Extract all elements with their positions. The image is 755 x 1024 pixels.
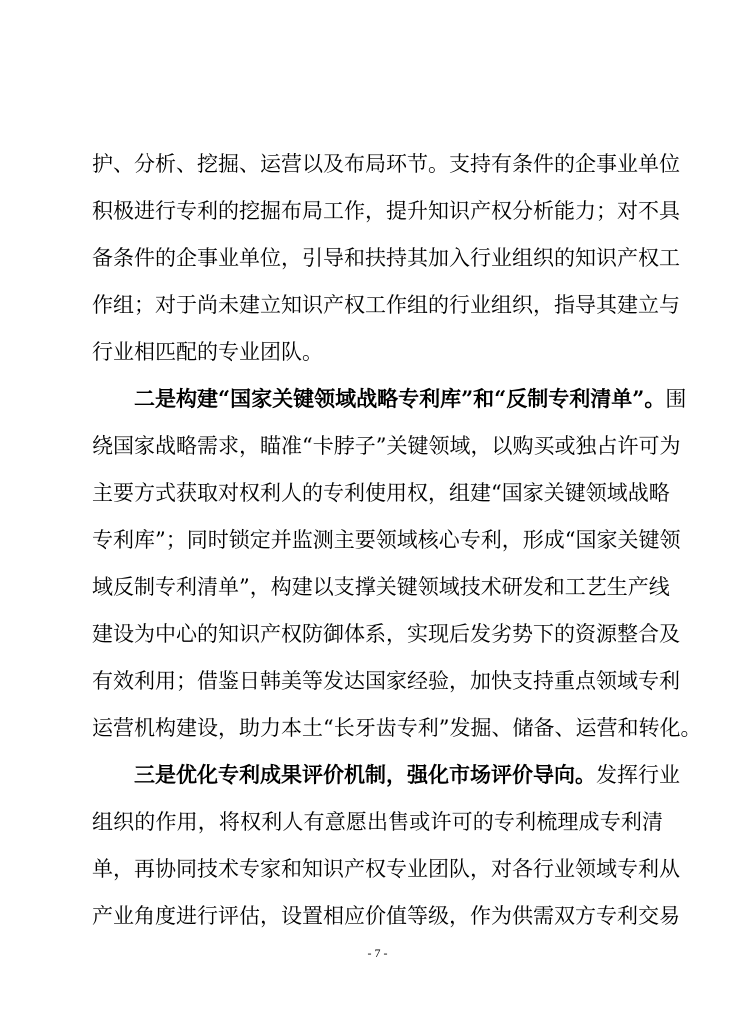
text-line: 域反制专利清单”，构建以支撑关键领域技术研发和工艺生产线 (92, 575, 670, 599)
text-line: 作组；对于尚未建立知识产权工作组的行业组织，指导其建立与 (92, 293, 680, 317)
paragraph-text: 发挥行业 (596, 763, 680, 787)
text-line: 组织的作用，将权利人有意愿出售或许可的专利梳理成专利清 (92, 810, 663, 834)
text-line: 建设为中心的知识产权防御体系，实现后发劣势下的资源整合及 (92, 622, 680, 646)
text-line: 护、分析、挖掘、运营以及布局环节。支持有条件的企事业单位 (92, 152, 680, 176)
text-line: 运营机构建设，助力本土“长牙齿专利”发掘、储备、运营和转化。 (92, 716, 702, 740)
text-line: 产业角度进行评估，设置相应价值等级，作为供需双方专利交易 (92, 904, 680, 928)
text-line: 有效利用；借鉴日韩美等发达国家经验，加快支持重点领域专利 (92, 669, 680, 693)
paragraph-heading-line (0, 757, 755, 793)
text-line: 绕国家战略需求，瞄准“卡脖子”关键领域，以购买或独占许可为 (92, 434, 681, 458)
text-line: 积极进行专利的挖掘布局工作，提升知识产权分析能力；对不具 (92, 199, 680, 223)
text-line: 主要方式获取对权利人的专利使用权，组建“国家关键领域战略 (92, 481, 670, 505)
text-line: 备条件的企事业单位，引导和扶持其加入行业组织的知识产权工 (92, 246, 680, 270)
text-line: 行业相匹配的专业团队。 (92, 340, 323, 364)
page-number: - 7 - (367, 946, 388, 960)
paragraph-heading-line (0, 381, 755, 417)
text-line: 单，再协同技术专家和知识产权专业团队，对各行业领域专利从 (92, 857, 680, 881)
paragraph-heading: 二是构建“国家关键领域战略专利库”和“反制专利清单”。 (134, 386, 666, 411)
paragraph-heading: 三是优化专利成果评价机制，强化市场评价导向。 (134, 762, 596, 787)
paragraph-text: 围 (665, 387, 687, 411)
text-line: 专利库”；同时锁定并监测主要领域核心专利，形成“国家关键领 (92, 528, 681, 552)
